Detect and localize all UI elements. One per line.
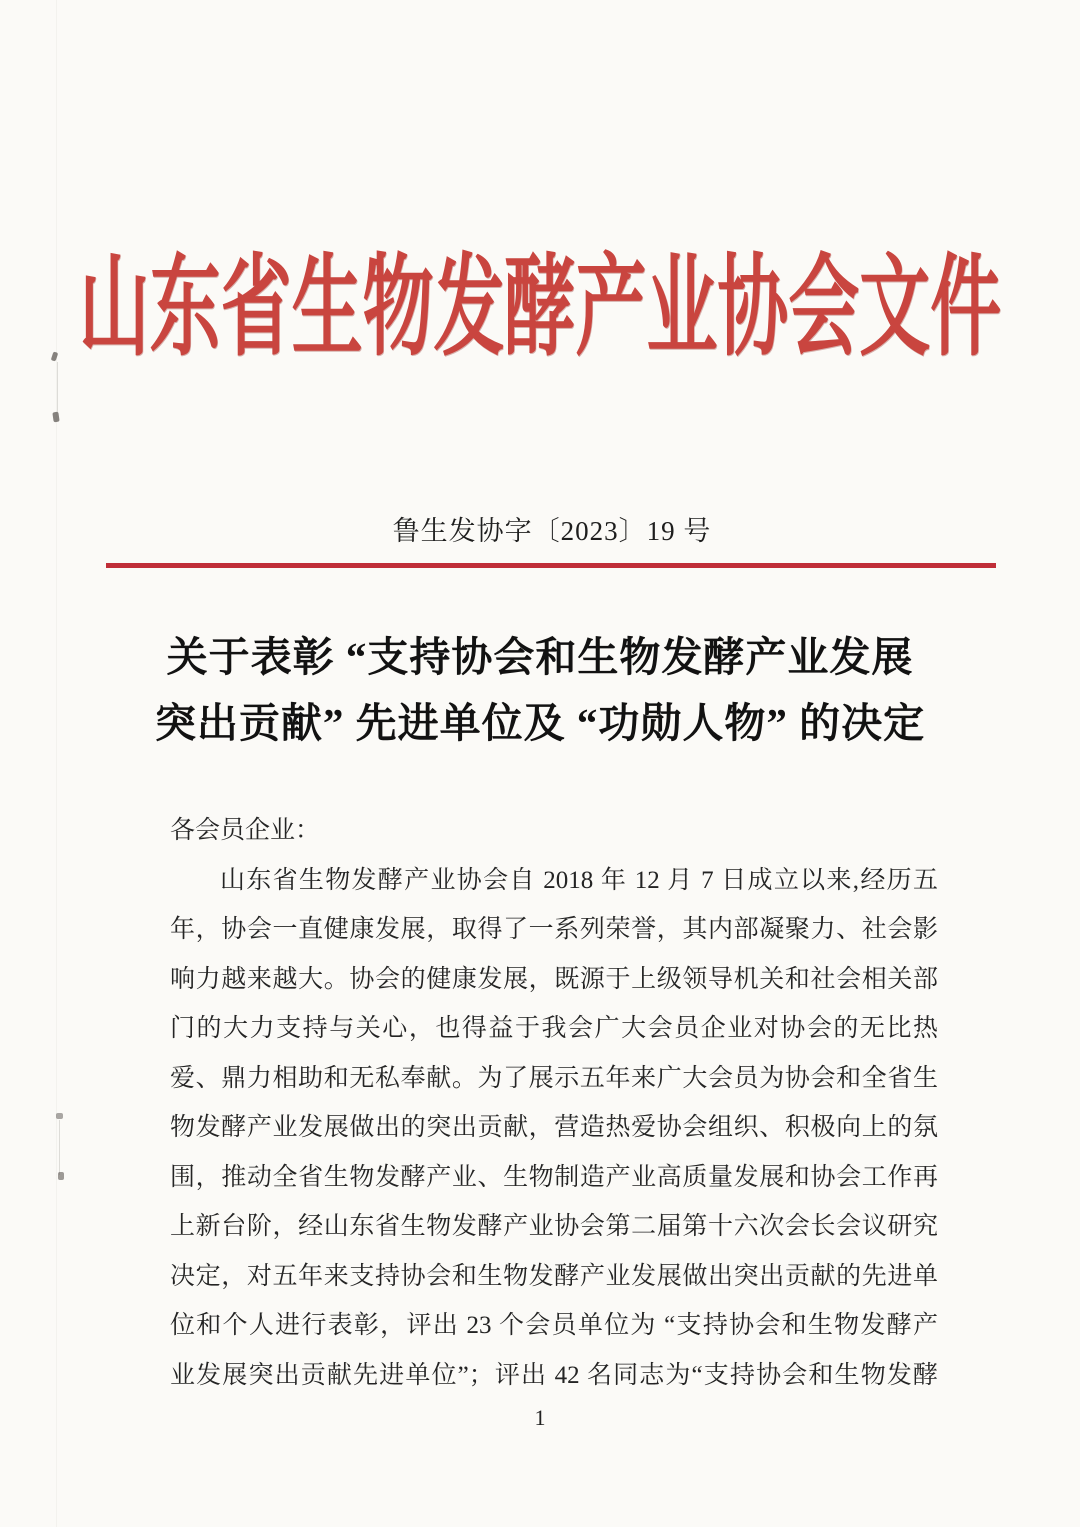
body-line: 位和个人进行表彰，评出 23 个会员单位为 “支持协会和生物发酵产 xyxy=(170,1312,938,1339)
body-line: 响力越来越大。协会的健康发展，既源于上级领导机关和社会相关部 xyxy=(170,965,938,993)
scan-speck-trail xyxy=(57,362,58,412)
scan-speck xyxy=(58,1172,64,1180)
body-line: 围，推动全省生物发酵产业、生物制造产业高质量发展和协会工作再 xyxy=(170,1163,938,1191)
body-line: 门的大力支持与关心，也得益于我会广大会员企业对协会的无比热 xyxy=(170,1015,938,1042)
doc-number: 鲁生发协字〔2023〕19 号 xyxy=(392,516,712,546)
org-title: 山东省生物发酵产业协会文件 xyxy=(78,247,1002,369)
body-line: 业发展突出贡献先进单位”；评出 42 名同志为“支持协会和生物发酵 xyxy=(170,1361,938,1389)
doc-title xyxy=(0,624,1080,756)
red-divider-line xyxy=(106,563,996,568)
page-number: 1 xyxy=(534,1405,546,1430)
body-line: 爱、鼎力相助和无私奉献。为了展示五年来广大会员为协会和全省生 xyxy=(170,1064,938,1092)
body-line: 年，协会一直健康发展，取得了一系列荣誉，其内部凝聚力、社会影 xyxy=(170,916,938,943)
scan-speck xyxy=(56,1113,63,1119)
body-line: 上新台阶，经山东省生物发酵产业协会第二届第十六次会长会议研究 xyxy=(170,1213,938,1240)
body-line: 决定，对五年来支持协会和生物发酵产业发展做出突出贡献的先进单 xyxy=(170,1262,938,1290)
body-line: 山东省生物发酵产业协会自 2018 年 12 月 7 日成立以来,经历五 xyxy=(220,866,938,894)
body-line-salutation: 各会员企业： xyxy=(170,817,321,844)
scan-speck xyxy=(52,412,59,423)
scan-speck-trail xyxy=(59,1120,60,1175)
letterhead xyxy=(0,228,1080,368)
body-paragraphs xyxy=(170,806,938,1400)
doc-title-line1: 关于表彰 “支持协会和生物发酵产业发展 xyxy=(166,634,914,680)
doc-title-line2: 突出贡献” 先进单位及 “功勋人物” 的决定 xyxy=(154,700,926,746)
body-line: 物发酵产业发展做出的突出贡献，营造热爱协会组织、积极向上的氛 xyxy=(170,1114,938,1141)
